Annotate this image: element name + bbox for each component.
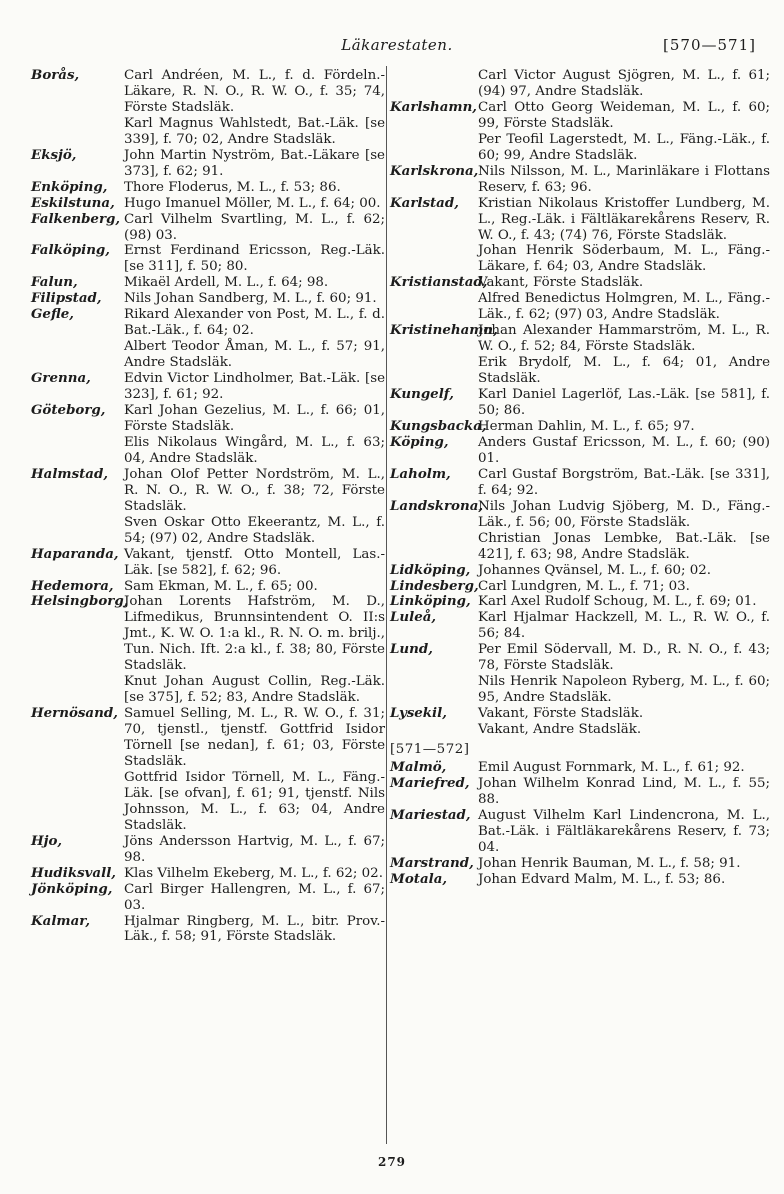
place-name: Hedemora,	[31, 577, 114, 594]
place-name: Haparanda,	[31, 545, 119, 562]
place-name: Laholm,	[390, 465, 451, 482]
left-column	[31, 68, 385, 945]
directory-entry	[390, 467, 770, 499]
directory-entry	[31, 882, 385, 914]
physician-entry-text: Ernst Ferdinand Ericsson, Reg.-Läk. [se 311], f. 50; 80.	[124, 243, 385, 275]
place-name: Grenna,	[31, 370, 91, 387]
physician-entry-text: Johannes Qvänsel, M. L., f. 60; 02.	[478, 562, 712, 578]
page-range: [570—571]	[663, 36, 756, 54]
physician-entry-text: Johan Olof Petter Nordström, M. L., R. N. O., R. W. O., f. 38; 72, Förste Stadsläk.	[124, 466, 385, 514]
place-name: Falköping,	[31, 242, 110, 259]
physician-entry-text: Per Teofil Lagerstedt, M. L., Fäng.-Läk., f. 60; 99, Andre Stadsläk.	[478, 131, 770, 163]
place-name: Helsingborg,	[31, 593, 129, 610]
directory-entry	[31, 515, 385, 547]
directory-entry	[31, 291, 385, 307]
directory-entry	[390, 100, 770, 132]
directory-entry	[390, 808, 770, 856]
place-name: Hernösand,	[31, 705, 118, 722]
directory-entry	[31, 180, 385, 196]
place-name: Lund,	[390, 641, 433, 658]
physician-entry-text: Albert Teodor Åman, M. L., f. 57; 91, Andre Stadsläk.	[124, 339, 385, 371]
directory-entry	[31, 770, 385, 834]
directory-entry	[390, 776, 770, 808]
physician-entry-text: Vakant, tjenstf. Otto Montell, Las.-Läk. [se 582], f. 62; 96.	[124, 546, 385, 578]
place-name: Jönköping,	[31, 880, 113, 897]
place-name: Mariestad,	[390, 806, 471, 823]
place-name: Marstrand,	[390, 854, 474, 871]
directory-entry	[31, 196, 385, 212]
directory-entry	[390, 291, 770, 323]
directory-entry	[390, 674, 770, 706]
directory-entry	[390, 243, 770, 275]
directory-entry	[390, 642, 770, 674]
place-name: Filipstad,	[31, 290, 102, 307]
place-name: Kristianstad,	[390, 274, 488, 291]
place-name	[390, 722, 478, 738]
place-name: Kungsbacka,	[390, 417, 487, 434]
directory-entry	[390, 579, 770, 595]
place-name: Linköping,	[390, 593, 471, 610]
physician-entry-text: Jöns Andersson Hartvig, M. L., f. 67; 98.	[124, 833, 385, 865]
physician-entry-text: Vakant, Andre Stadsläk.	[478, 722, 642, 738]
physician-entry-text: Nils Nilsson, M. L., Marinläkare i Flottans Reserv, f. 63; 96.	[478, 163, 770, 195]
place-name: Lysekil,	[390, 705, 447, 722]
place-name: Karlskrona,	[390, 162, 479, 179]
physician-entry-text: Carl Andréen, M. L., f. d. Fördeln.-Läkare, R. N. O., R. W. O., f. 35; 74, Förste Stadsläk.	[124, 68, 385, 115]
physician-entry-text: Carl Otto Georg Weideman, M. L., f. 60; 99, Förste Stadsläk.	[478, 99, 770, 131]
directory-entry	[390, 531, 770, 563]
place-name: Karlshamn,	[390, 98, 477, 115]
place-name	[31, 339, 124, 371]
directory-entry	[390, 419, 770, 435]
physician-entry-text: Nils Johan Sandberg, M. L., f. 60; 91.	[124, 291, 377, 307]
place-name: Hjo,	[31, 832, 63, 849]
page-header	[32, 36, 762, 60]
directory-entry	[390, 563, 770, 579]
right-column-bottom	[390, 760, 770, 888]
directory-entry	[390, 132, 770, 164]
directory-entry	[31, 212, 385, 244]
physician-entry-text: Gottfrid Isidor Törnell, M. L., Fäng.-Läk. [se ofvan], f. 61; 91, tjenstf. Nils Johnsson, M. L., f. 63; 04, Andre Stadsläk.	[124, 769, 385, 833]
place-name: Malmö,	[390, 758, 447, 775]
directory-entry	[390, 196, 770, 244]
physician-entry-text: Anders Gustaf Ericsson, M. L., f. 60; (90) 01.	[478, 434, 770, 466]
physician-entry-text: Johan Edvard Malm, M. L., f. 53; 86.	[478, 871, 726, 887]
physician-entry-text: Thore Floderus, M. L., f. 53; 86.	[124, 179, 341, 195]
directory-entry	[390, 856, 770, 872]
place-name: Halmstad,	[31, 465, 109, 482]
physician-entry-text: Samuel Selling, M. L., R. W. O., f. 31; 70, tjenstl., tjenstf. Gottfrid Isidor Törnell [se nedan], f. 61; 03, Förste Stadsläk.	[124, 706, 385, 769]
physician-entry-text: Vakant, Förste Stadsläk.	[478, 706, 644, 722]
directory-entry	[390, 872, 770, 888]
subsection-page-reference: [571—572]	[390, 742, 470, 758]
physician-entry-text: Karl Hjalmar Hackzell, M. L., R. W. O., f. 56; 84.	[478, 610, 770, 642]
physician-entry-text: Sven Oskar Otto Ekeerantz, M. L., f. 54; (97) 02, Andre Stadsläk.	[124, 514, 385, 546]
directory-entry	[390, 275, 770, 291]
physician-entry-text: Johan Wilhelm Konrad Lind, M. L., f. 55; 88.	[478, 775, 770, 807]
directory-entry	[390, 610, 770, 642]
physician-entry-text: Knut Johan August Collin, Reg.-Läk. [se 375], f. 52; 83, Andre Stadsläk.	[124, 674, 385, 706]
physician-entry-text: Sam Ekman, M. L., f. 65; 00.	[124, 578, 318, 594]
directory-entry	[390, 706, 770, 722]
place-name: Kristinehamn,	[390, 322, 498, 339]
physician-entry-text: Carl Victor August Sjögren, M. L., f. 61; (94) 97, Andre Stadsläk.	[478, 68, 770, 99]
place-name: Motala,	[390, 870, 448, 887]
physician-entry-text: Carl Gustaf Borgström, Bat.-Läk. [se 331], f. 64; 92.	[478, 466, 770, 498]
physician-entry-text: Hjalmar Ringberg, M. L., bitr. Prov.-Läk., f. 58; 91, Förste Stadsläk.	[124, 913, 385, 945]
physician-entry-text: Rikard Alexander von Post, M. L., f. d. Bat.-Läk., f. 64; 02.	[124, 307, 385, 339]
physician-entry-text: Johan Alexander Hammarström, M. L., R. W. O., f. 52; 84, Förste Stadsläk.	[478, 323, 770, 355]
place-name: Kungelf,	[390, 386, 454, 403]
right-column	[390, 68, 770, 888]
physician-entry-text: Nils Henrik Napoleon Ryberg, M. L., f. 60; 95, Andre Stadsläk.	[478, 674, 770, 706]
directory-entry	[390, 722, 770, 738]
right-column-top	[390, 68, 770, 738]
directory-entry	[390, 435, 770, 467]
place-name: Landskrona,	[390, 497, 484, 514]
place-name: Köping,	[390, 433, 449, 450]
physician-entry-text: August Vilhelm Karl Lindencrona, M. L., Bat.-Läk. i Fältläkarekårens Reserv, f. 73; 04.	[478, 807, 770, 855]
place-name: Luleå,	[390, 609, 437, 626]
directory-entry	[390, 323, 770, 355]
place-name	[390, 132, 478, 164]
place-name: Hudiksvall,	[31, 864, 116, 881]
directory-entry	[31, 68, 385, 116]
physician-entry-text: Karl Axel Rudolf Schoug, M. L., f. 69; 01.	[478, 594, 757, 610]
page-number: 279	[377, 1155, 407, 1169]
directory-entry	[390, 499, 770, 531]
physician-entry-text: Klas Vilhelm Ekeberg, M. L., f. 62; 02.	[124, 865, 383, 881]
physician-entry-text: Carl Vilhelm Svartling, M. L., f. 62; (98) 03.	[124, 211, 385, 243]
place-name	[390, 531, 478, 563]
physician-entry-text: Mikaël Ardell, M. L., f. 64; 98.	[124, 275, 329, 291]
place-name	[390, 355, 478, 387]
place-name: Göteborg,	[31, 402, 106, 419]
directory-entry	[390, 68, 770, 100]
place-name: Enköping,	[31, 178, 108, 195]
place-name	[31, 515, 124, 547]
directory-entry	[31, 148, 385, 180]
place-name	[390, 291, 478, 323]
directory-entry	[31, 275, 385, 291]
directory-entry	[390, 164, 770, 196]
physician-entry-text: Johan Henrik Söderbaum, M. L., Fäng.-Läkare, f. 64; 03, Andre Stadsläk.	[478, 243, 770, 275]
physician-entry-text: Emil August Fornmark, M. L., f. 61; 92.	[478, 759, 745, 775]
place-name	[31, 770, 124, 834]
running-title: Läkarestaten.	[341, 36, 453, 54]
physician-entry-text: Herman Dahlin, M. L., f. 65; 97.	[478, 418, 695, 434]
physician-entry-text: Christian Jonas Lembke, Bat.-Läk. [se 421], f. 63; 98, Andre Stadsläk.	[478, 530, 770, 562]
directory-entry	[31, 579, 385, 595]
directory-entry	[31, 243, 385, 275]
directory-entry	[31, 403, 385, 435]
physician-entry-text: Erik Brydolf, M. L., f. 64; 01, Andre Stadsläk.	[478, 355, 770, 387]
directory-entry	[31, 834, 385, 866]
place-name: Borås,	[31, 67, 80, 83]
physician-entry-text: Karl Daniel Lagerlöf, Las.-Läk. [se 581], f. 50; 86.	[478, 387, 770, 419]
place-name	[31, 116, 124, 148]
directory-entry	[31, 674, 385, 706]
directory-entry	[31, 307, 385, 339]
place-name	[390, 68, 478, 100]
physician-entry-text: Hugo Imanuel Möller, M. L., f. 64; 00.	[124, 195, 381, 211]
directory-entry	[31, 116, 385, 148]
directory-entry	[31, 339, 385, 371]
directory-entry	[31, 914, 385, 946]
physician-entry-text: Vakant, Förste Stadsläk.	[478, 275, 644, 291]
physician-entry-text: John Martin Nyström, Bat.-Läkare [se 373], f. 62; 91.	[124, 147, 385, 179]
directory-entry	[390, 594, 770, 610]
place-name	[31, 435, 124, 467]
directory-entry	[31, 371, 385, 403]
place-name: Karlstad,	[390, 194, 459, 211]
directory-entry	[31, 547, 385, 579]
directory-entry	[31, 435, 385, 467]
place-name	[31, 674, 124, 706]
place-name: Lindesberg,	[390, 577, 479, 594]
place-name: Gefle,	[31, 306, 74, 323]
physician-entry-text: Kristian Nikolaus Kristoffer Lundberg, M. L., Reg.-Läk. i Fältläkarekårens Reserv, R. W. O., f. 43; (74) 76, Förste Stadsläk.	[478, 195, 770, 243]
place-name: Eksjö,	[31, 146, 77, 163]
directory-entry	[390, 387, 770, 419]
physician-entry-text: Alfred Benedictus Holmgren, M. L., Fäng.-Läk., f. 62; (97) 03, Andre Stadsläk.	[478, 291, 770, 323]
directory-entry	[390, 355, 770, 387]
directory-entry	[31, 706, 385, 770]
physician-entry-text: Johan Henrik Bauman, M. L., f. 58; 91.	[478, 855, 741, 871]
directory-entry	[31, 594, 385, 674]
directory-entry	[31, 467, 385, 515]
place-name: Falun,	[31, 274, 78, 291]
physician-entry-text: Edvin Victor Lindholmer, Bat.-Läk. [se 323], f. 61; 92.	[124, 371, 385, 403]
physician-entry-text: Per Emil Södervall, M. D., R. N. O., f. 43; 78, Förste Stadsläk.	[478, 642, 770, 674]
place-name	[390, 243, 478, 275]
physician-entry-text: Karl Johan Gezelius, M. L., f. 66; 01, Förste Stadsläk.	[124, 403, 385, 434]
physician-entry-text: Johan Lorents Hafström, M. D., Lifmedikus, Brunnsintendent O. II:s Jmt., K. W. O. 1:a kl., R. N. O. m. brilj., Tun. Nich. Ift. 2:a kl., f. 38; 80, Förste Stadsläk.	[124, 594, 385, 674]
physician-entry-text: Karl Magnus Wahlstedt, Bat.-Läk. [se 339], f. 70; 02, Andre Stadsläk.	[124, 115, 385, 147]
physician-entry-text: Elis Nikolaus Wingård, M. L., f. 63; 04, Andre Stadsläk.	[124, 434, 385, 466]
place-name: Lidköping,	[390, 561, 471, 578]
place-name: Mariefred,	[390, 774, 470, 791]
place-name: Kalmar,	[31, 912, 90, 929]
physician-entry-text: Nils Johan Ludvig Sjöberg, M. D., Fäng.-Läk., f. 56; 00, Förste Stadsläk.	[478, 498, 770, 530]
physician-entry-text: Carl Lundgren, M. L., f. 71; 03.	[478, 578, 690, 594]
place-name	[390, 674, 478, 706]
directory-entry	[390, 760, 770, 776]
column-divider	[386, 66, 387, 1144]
directory-entry	[31, 866, 385, 882]
place-name: Eskilstuna,	[31, 194, 115, 211]
physician-entry-text: Carl Birger Hallengren, M. L., f. 67; 03.	[124, 881, 385, 913]
place-name: Falkenberg,	[31, 210, 121, 227]
